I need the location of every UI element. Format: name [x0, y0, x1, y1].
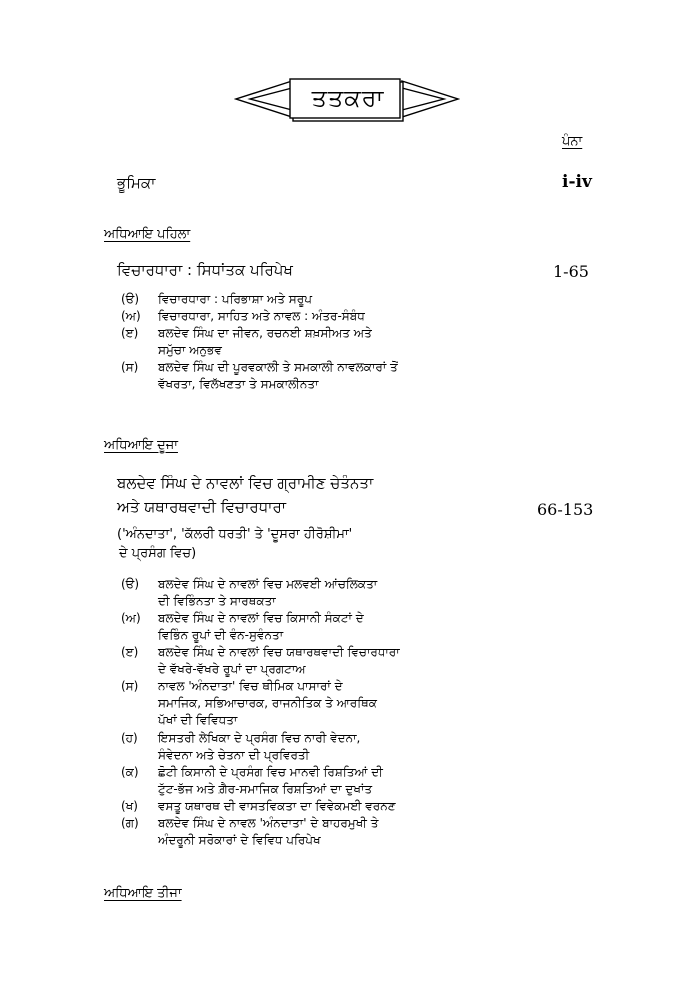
chapter2-item-text: ਬਲਦੇਵ ਸਿੰਘ ਦੇ ਨਾਵਲਾਂ ਵਿਚ ਕਿਸਾਨੀ ਸੰਕਟਾਂ ਦੇ [158, 611, 364, 625]
chapter2-item-text: ਛੋਟੀ ਕਿਸਾਨੀ ਦੇ ਪ੍ਰਸੰਗ ਵਿਚ ਮਾਨਵੀ ਰਿਸ਼ਤਿਆਂ ਦੀ [158, 765, 383, 779]
chapter2-item-text: ਬਲਦੇਵ ਸਿੰਘ ਦੇ ਨਾਵਲਾਂ ਵਿਚ ਯਥਾਰਥਵਾਦੀ ਵਿਚਾਰਧਾਰਾ [158, 645, 400, 659]
chapter2-item-mark: (ਅ) [121, 611, 141, 625]
chapter2-item-text: ਵਸਤੂ ਯਥਾਰਥ ਦੀ ਵਾਸਤਵਿਕਤਾ ਦਾ ਵਿਵੇਕਮਈ ਵਰਨਣ [158, 799, 396, 813]
chapter1-item-text-cont: ਵੱਖਰਤਾ, ਵਿਲੱਖਣਤਾ ਤੇ ਸਮਕਾਲੀਨਤਾ [158, 377, 319, 391]
chapter2-item-text-cont: ਵਿਭਿੰਨ ਰੂਪਾਂ ਦੀ ਵੰਨ-ਸੁਵੰਨਤਾ [158, 628, 284, 642]
chapter1-item-mark: (ੳ) [121, 292, 140, 306]
chapter1-item-mark: (ਅ) [121, 309, 141, 323]
chapter2-item-mark: (ਕ) [121, 765, 139, 779]
chapter1-title: ਵਿਚਾਰਧਾਰਾ : ਸਿਧਾਂਤਕ ਪਰਿਪੇਖ [117, 261, 293, 279]
chapter2-item-text-cont: ਦੇ ਵੱਖਰੇ-ਵੱਖਰੇ ਰੂਪਾਂ ਦਾ ਪ੍ਰਗਟਾਅ [158, 662, 306, 676]
page-column-heading: ਪੰਨਾ [562, 134, 583, 149]
chapter2-title-line1: ਬਲਦੇਵ ਸਿੰਘ ਦੇ ਨਾਵਲਾਂ ਵਿਚ ਗ੍ਰਾਮੀਣ ਚੇਤੰਨਤਾ [117, 474, 374, 492]
chapter1-item-mark: (ੲ) [121, 326, 139, 340]
chapter2-item-text-cont: ਪੱਖਾਂ ਦੀ ਵਿਵਿਧਤਾ [158, 713, 238, 727]
page-title: ਤਤਕਰਾ [311, 84, 385, 112]
chapter2-pages: 66-153 [537, 500, 594, 519]
chapter2-item-text: ਇਸਤਰੀ ਲੇਖਿਕਾ ਦੇ ਪ੍ਰਸੰਗ ਵਿਚ ਨਾਰੀ ਵੇਦਨਾ, [158, 731, 361, 745]
chapter2-item-mark: (ਖ) [121, 799, 138, 813]
chapter1-item-text-cont: ਸਮੁੱਚਾ ਅਨੁਭਵ [158, 343, 222, 357]
chapter2-context-line2: ਦੇ ਪ੍ਰਸੰਗ ਵਿਚ) [119, 546, 197, 561]
chapter2-title-line2: ਅਤੇ ਯਥਾਰਥਵਾਦੀ ਵਿਚਾਰਧਾਰਾ [117, 498, 287, 516]
chapter2-item-mark: (ਗ) [121, 816, 139, 830]
chapter2-item-text-cont: ਸੰਵੇਦਨਾ ਅਤੇ ਚੇਤਨਾ ਦੀ ਪ੍ਰਵਿਰਤੀ [158, 748, 310, 762]
chapter1-item-text: ਵਿਚਾਰਧਾਰਾ, ਸਾਹਿਤ ਅਤੇ ਨਾਵਲ : ਅੰਤਰ-ਸੰਬੰਧ [158, 309, 365, 323]
chapter2-item-text: ਬਲਦੇਵ ਸਿੰਘ ਦੇ ਨਾਵਲਾਂ ਵਿਚ ਮਲਵਈ ਆਂਚਲਿਕਤਾ [158, 577, 378, 591]
chapter2-item-text: ਨਾਵਲ 'ਅੰਨਦਾਤਾ' ਵਿਚ ਥੀਮਿਕ ਪਾਸਾਰਾਂ ਦੇ [158, 679, 343, 693]
chapter2-item-mark: (ੳ) [121, 577, 140, 591]
chapter2-heading: ਅਧਿਆਇ ਦੂਜਾ [104, 438, 178, 453]
chapter2-context-line1: ('ਅੰਨਦਾਤਾ', 'ਕੱਲਰੀ ਧਰਤੀ' ਤੇ 'ਦੂਸਰਾ ਹੀਰੋਸ਼ੀਮਾ' [117, 527, 353, 542]
chapter2-item-text-cont: ਅੰਦਰੂਨੀ ਸਰੋਕਾਰਾਂ ਦੇ ਵਿਵਿਧ ਪਰਿਪੇਖ [158, 833, 321, 847]
chapter2-item-text: ਬਲਦੇਵ ਸਿੰਘ ਦੇ ਨਾਵਲ 'ਅੰਨਦਾਤਾ' ਦੇ ਬਾਹਰਮੁਖੀ ਤੇ [158, 816, 379, 830]
chapter2-item-mark: (ਹ) [121, 731, 138, 745]
chapter2-item-mark: (ਸ) [121, 679, 139, 693]
intro-label: ਭੂਮਿਕਾ [117, 174, 156, 192]
chapter2-item-text-cont: ਟੁੱਟ-ਭੱਜ ਅਤੇ ਗ਼ੈਰ-ਸਮਾਜਿਕ ਰਿਸ਼ਤਿਆਂ ਦਾ ਦੁਖਾਂਤ [158, 782, 373, 796]
chapter1-pages: 1-65 [553, 262, 589, 281]
chapter1-item-text: ਵਿਚਾਰਧਾਰਾ : ਪਰਿਭਾਸ਼ਾ ਅਤੇ ਸਰੂਪ [158, 292, 312, 306]
intro-pages: i-iv [562, 172, 592, 192]
chapter2-item-text-cont: ਦੀ ਵਿਭਿੰਨਤਾ ਤੇ ਸਾਰਥਕਤਾ [158, 594, 276, 608]
chapter2-item-mark: (ੲ) [121, 645, 139, 659]
chapter1-heading: ਅਧਿਆਇ ਪਹਿਲਾ [104, 227, 191, 242]
chapter1-item-text: ਬਲਦੇਵ ਸਿੰਘ ਦੀ ਪੂਰਵਕਾਲੀ ਤੇ ਸਮਕਾਲੀ ਨਾਵਲਕਾਰਾਂ ਤੋਂ [158, 360, 398, 374]
chapter2-item-text-cont: ਸਮਾਜਿਕ, ਸਭਿਆਚਾਰਕ, ਰਾਜਨੀਤਿਕ ਤੇ ਆਰਥਿਕ [158, 696, 377, 710]
chapter1-item-mark: (ਸ) [121, 360, 139, 374]
chapter1-item-text: ਬਲਦੇਵ ਸਿੰਘ ਦਾ ਜੀਵਨ, ਰਚਨਈ ਸ਼ਖ਼ਸੀਅਤ ਅਤੇ [158, 326, 372, 340]
chapter3-heading: ਅਧਿਆਇ ਤੀਜਾ [104, 886, 182, 901]
